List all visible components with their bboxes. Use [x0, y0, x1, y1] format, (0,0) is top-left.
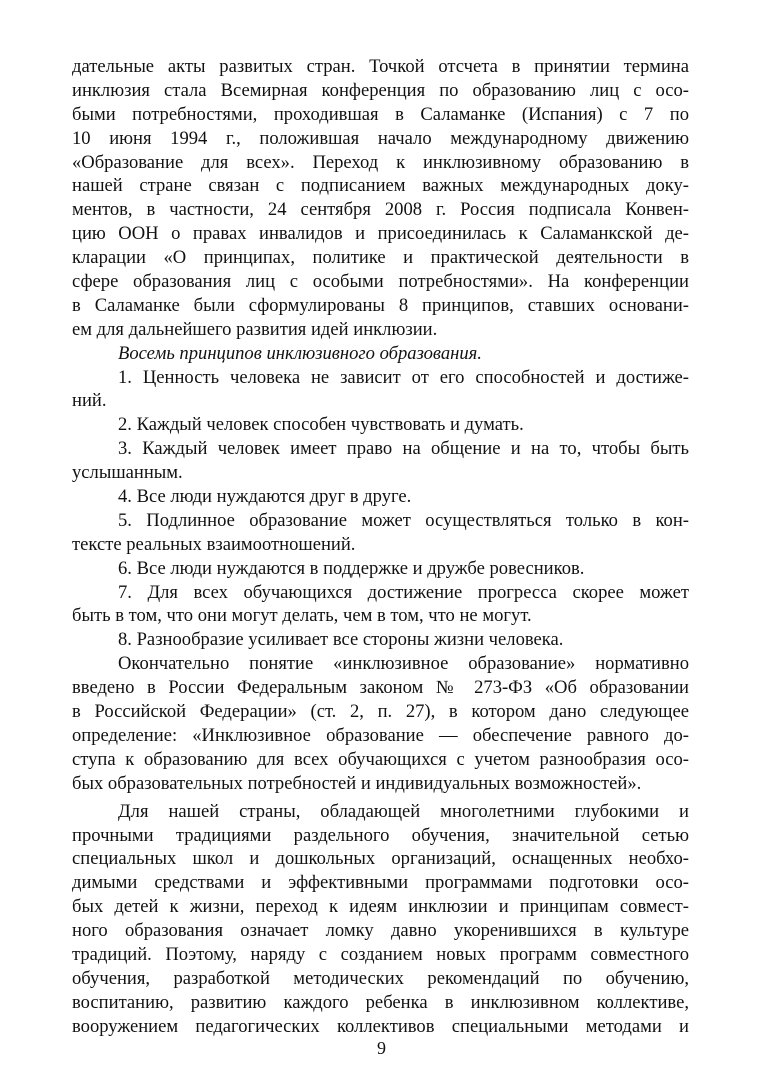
text-line: ем для дальнейшего развития идей инклюзии.: [72, 318, 438, 340]
text-line: услышанным.: [72, 462, 183, 484]
document-page: [72, 55, 689, 1039]
text-line: определение: «Инклюзивное образование — обеспечение равного до-: [72, 724, 689, 746]
text-line: введено в России Федеральным законом № 273-ФЗ «Об образовании: [72, 677, 689, 699]
text-line: кларации «О принципах, политике и практической деятельности в: [72, 247, 689, 269]
text-line: ний.: [72, 390, 107, 412]
text-line: бых детей к жизни, переход к идеям инклюзии и принципам совмест-: [72, 896, 689, 918]
text-line: в Российской Федерации» (ст. 2, п. 27), в котором дано следующее: [72, 701, 689, 723]
text-line: ментов, в частности, 24 сентября 2008 г. Россия подписала Конвен-: [72, 199, 689, 221]
text-line: традиций. Поэтому, наряду с созданием новых программ совместного: [72, 943, 689, 965]
text-line: димыми средствами и эффективными программами подготовки осо-: [72, 872, 689, 894]
text-line: бых образовательных потребностей и индивидуальных возможностей».: [72, 772, 642, 794]
text-line: обучения, разработкой методических рекомендаций по обучению,: [72, 967, 689, 989]
page-number: 9: [377, 1038, 386, 1058]
text-line: нашей стране связан с подписанием важных международных доку-: [72, 175, 689, 197]
text-line: Окончательно понятие «инклюзивное образование» нормативно: [118, 653, 689, 675]
text-line: Для нашей страны, обладающей многолетними глубокими и: [118, 800, 689, 822]
text-line: 7. Для всех обучающихся достижение прогресса скорее может: [118, 581, 689, 603]
text-line: в Саламанке были сформулированы 8 принципов, ставших основани-: [72, 294, 689, 316]
text-line: ступа к образованию для всех обучающихся с учетом разнообразия осо-: [72, 748, 689, 770]
text-line: 8. Разнообразие усиливает все стороны жизни человека.: [118, 629, 564, 651]
text-line: прочными традициями раздельного обучения, значительной сетью: [72, 824, 689, 846]
text-line: дательные акты развитых стран. Точкой отсчета в принятии термина: [72, 56, 689, 77]
text-line: «Образование для всех». Переход к инклюзивному образованию в: [72, 151, 689, 173]
text-line: 1. Ценность человека не зависит от его способностей и достиже-: [118, 366, 689, 388]
text-line: 3. Каждый человек имеет право на общение и на то, чтобы быть: [118, 438, 689, 460]
section-heading-line: Восемь принципов инклюзивного образования.: [118, 342, 482, 364]
text-line: 5. Подлинное образование может осуществляться только в кон-: [118, 509, 689, 531]
text-line: вооружением педагогических коллективов специальными методами и: [72, 1015, 689, 1037]
text-line: 4. Все люди нуждаются друг в друге.: [118, 486, 412, 508]
text-line: тексте реальных взаимоотношений.: [72, 533, 356, 555]
text-line: быми потребностями, проходившая в Саламанке (Испания) с 7 по: [72, 103, 689, 125]
text-line: воспитанию, развитию каждого ребенка в инклюзивном коллективе,: [72, 991, 689, 1013]
text-line: ного образования означает ломку давно укоренившихся в культуре: [72, 920, 689, 942]
text-line: специальных школ и дошкольных организаций, оснащенных необхо-: [72, 848, 689, 870]
text-line: 2. Каждый человек способен чувствовать и думать.: [118, 414, 524, 436]
text-line: цию ООН о правах инвалидов и присоединилась к Саламанкской де-: [72, 223, 689, 245]
text-line: инклюзия стала Всемирная конференция по образованию лиц с осо-: [72, 79, 689, 101]
text-line: 6. Все люди нуждаются в поддержке и дружбе ровесников.: [118, 557, 585, 579]
text-line: быть в том, что они могут делать, чем в том, что не могут.: [72, 605, 532, 627]
text-line: 10 июня 1994 г., положившая начало международному движению: [72, 127, 689, 149]
text-line: сфере образования лиц с особыми потребностями». На конференции: [72, 271, 689, 293]
